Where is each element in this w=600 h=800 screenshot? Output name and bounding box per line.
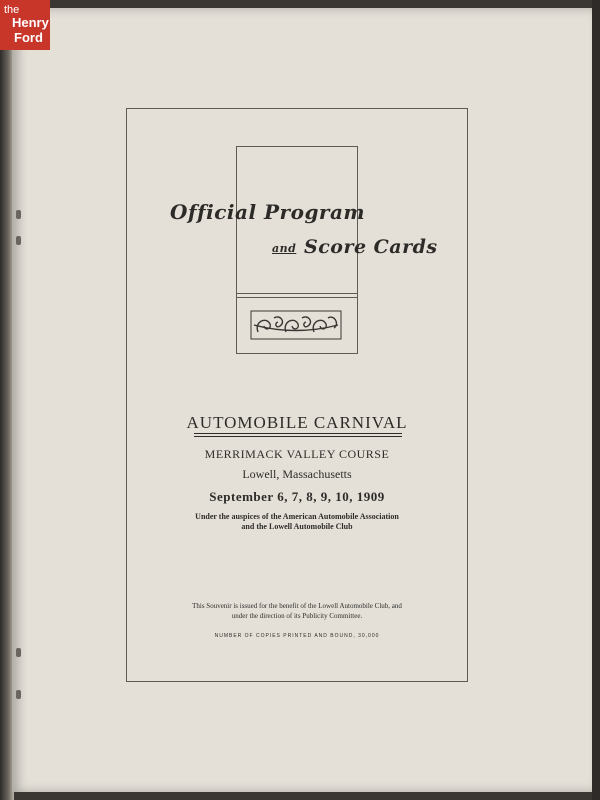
logo-text-the: the bbox=[4, 4, 20, 16]
event-title: AUTOMOBILE CARNIVAL bbox=[186, 413, 408, 432]
event-dates: September 6, 7, 8, 9, 10, 1909 bbox=[209, 489, 385, 504]
logo-text-ford: Ford bbox=[14, 30, 43, 45]
copies-printed-note: NUMBER OF COPIES PRINTED AND BOUND, 30,000 bbox=[214, 633, 380, 639]
souvenir-note-line-2: under the direction of its Publicity Committee. bbox=[231, 612, 363, 620]
auspices-line-1: Under the auspices of the American Automobile Association bbox=[195, 512, 399, 521]
binding-stitch bbox=[16, 210, 21, 219]
location-text: Lowell, Massachusetts bbox=[242, 467, 352, 481]
henry-ford-logo bbox=[0, 0, 50, 50]
logo-text-henry: Henry bbox=[12, 15, 49, 30]
scroll-ornament-icon bbox=[250, 310, 342, 340]
panel-divider bbox=[237, 293, 357, 294]
binding-stitch bbox=[16, 648, 21, 657]
panel-divider bbox=[237, 297, 357, 298]
binding-stitch bbox=[16, 236, 21, 245]
auspices-line-2: and the Lowell Automobile Club bbox=[241, 522, 353, 531]
event-title-underline bbox=[194, 433, 402, 434]
binding-stitch bbox=[16, 690, 21, 699]
page-edge bbox=[592, 0, 600, 800]
title-score-cards: Score Cards bbox=[304, 236, 438, 258]
course-name: MERRIMACK VALLEY COURSE bbox=[204, 447, 390, 461]
title-and: and bbox=[272, 242, 297, 255]
souvenir-note-line-1: This Souvenir is issued for the benefit of the Lowell Automobile Club, and bbox=[192, 602, 402, 610]
event-title-underline bbox=[194, 436, 402, 437]
title-official-program: Official Program bbox=[170, 200, 366, 224]
